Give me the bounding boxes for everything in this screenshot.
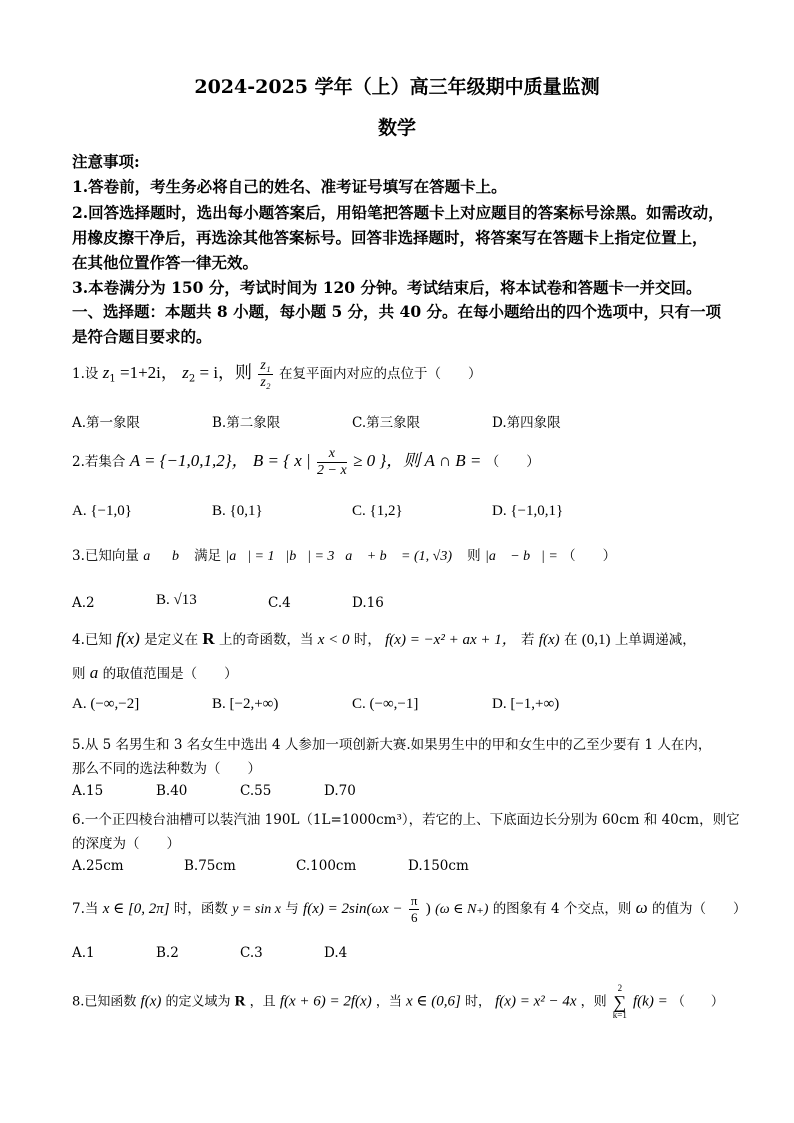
q4-option-a: A. (−∞,−2] [72, 696, 140, 712]
fraction-x-over-2-minus-x: $\frac{x}{2 - x}$ [317, 446, 347, 478]
q1-option-a: A.第一象限 [72, 415, 141, 431]
note-2-line-3: 在其他位置作答一律无效。 [72, 253, 259, 272]
q6-option-c: C.100cm [296, 858, 357, 874]
question-4-line-2: 则 a 的取值范围是（ ） [72, 663, 238, 682]
q1-option-b: B.第二象限 [212, 415, 281, 431]
q2-option-a: A. {−1,0} [72, 503, 132, 519]
question-5-line-2: 那么不同的选法种数为（ ） [72, 761, 261, 777]
note-2-line-2: 用橡皮擦干净后，再选涂其他答案标号。回答非选择题时，将答案写在答题卡上指定位置上， [72, 228, 708, 247]
q7-option-b: B.2 [156, 945, 179, 961]
question-1: 1.设 $z_1 =1+2i$， $z_2 = i$，则 $\frac{\text{z₁}}{\text{z₂}}$ 在复平面内对应的点位于（ ） [72, 358, 482, 390]
note-2-line-1: 2.回答选择题时，选出每小题答案后，用铅笔把答题卡上对应题目的答案标号涂黑。如需改动， [72, 203, 724, 222]
q2-option-c: C. {1,2} [352, 503, 403, 519]
q1-option-d: D.第四象限 [492, 415, 561, 431]
summation-sign: 2 ∑ k=1 [612, 983, 627, 1020]
q3-option-b: B. √13 [156, 592, 197, 608]
question-8: 8.已知函数 f(x) 的定义域为 R ，且 f(x + 6) = 2f(x) ，当 x ∈ (0,6] 时， f(x) = x² − 4x ，则 2 ∑ k=1 f(k) = （ ） [72, 983, 724, 1020]
question-5-line-1: 5.从 5 名男生和 3 名女生中选出 4 人参加一项创新大赛.如果男生中的甲和女生中的乙至少要有 1 人在内， [72, 737, 712, 753]
section-1-line-2: 是符合题目要求的。 [72, 327, 212, 346]
q3-option-a: A.2 [72, 595, 95, 611]
q5-option-a: A.15 [72, 783, 104, 799]
exam-title: 2024-2025 学年（上）高三年级期中质量监测 [194, 76, 600, 98]
q1-option-c: C.第三象限 [352, 415, 421, 431]
q6-option-b: B.75cm [184, 858, 236, 874]
question-6-line-1: 6.一个正四棱台油槽可以装汽油 190L（1L=1000cm³），若它的上、下底面边长分别为 60cm 和 40cm，则它 [72, 812, 740, 828]
question-7: 7.当 x ∈ [0, 2π] 时，函数 y = sin x 与 f(x) = 2sin(ωx − $\frac{\pi}{6}$ ) (ω ∈ N₊) 的图象有 4 个交点，则 ω 的值为（ ） [72, 893, 747, 925]
q3-option-d: D.16 [352, 595, 384, 611]
fraction-pi-over-6: $\frac{\pi}{6}$ [410, 893, 418, 925]
notes-heading: 注意事项: [72, 152, 140, 171]
q2-option-b: B. {0,1} [212, 503, 263, 519]
q3-option-c: C.4 [268, 595, 291, 611]
section-1-line-1: 一、选择题：本题共 8 小题，每小题 5 分，共 40 分。在每小题给出的四个选项中，只有一项 [72, 302, 722, 321]
question-2: 2.若集合 A = {−1,0,1,2}， B = { x | $\frac{x}{2 - x}$ ≥ 0 }，则 A ∩ B = （ ） [72, 446, 540, 478]
question-4-line-1: 4.已知 f(x) 是定义在 R 上的奇函数，当 x < 0 时， f(x) = −x² + ax + 1， 若 f(x) 在 (0,1) 上单调递减， [72, 629, 696, 648]
q6-option-d: D.150cm [408, 858, 469, 874]
q7-option-a: A.1 [72, 945, 95, 961]
fraction-z1-z2: $\frac{\text{z₁}}{\text{z₂}}$ [260, 358, 271, 390]
q6-option-a: A.25cm [72, 858, 124, 874]
note-3: 3.本卷满分为 150 分，考试时间为 120 分钟。考试结束后，将本试卷和答题卡一并交回。 [72, 278, 702, 297]
q4-option-b: B. [−2,+∞) [212, 696, 279, 712]
q4-option-c: C. (−∞,−1] [352, 696, 419, 712]
note-1: 1.答卷前，考生务必将自己的姓名、准考证号填写在答题卡上。 [72, 177, 507, 196]
q2-option-d: D. {−1,0,1} [492, 503, 564, 519]
question-3: 3.已知向量 a⃗，b⃗ 满足 |a⃗| = 1，|b⃗| = 3，a⃗ + b⃗ = (1, √3)， 则 |a⃗ − b⃗| = （ ） [72, 548, 617, 564]
q4-option-d: D. [−1,+∞) [492, 696, 560, 712]
q5-option-b: B.40 [156, 783, 188, 799]
question-6-line-2: 的深度为（ ） [72, 836, 180, 852]
q5-option-d: D.70 [324, 783, 356, 799]
q7-option-c: C.3 [240, 945, 263, 961]
q5-option-c: C.55 [240, 783, 272, 799]
subject-title: 数学 [377, 117, 416, 139]
q7-option-d: D.4 [324, 945, 348, 961]
